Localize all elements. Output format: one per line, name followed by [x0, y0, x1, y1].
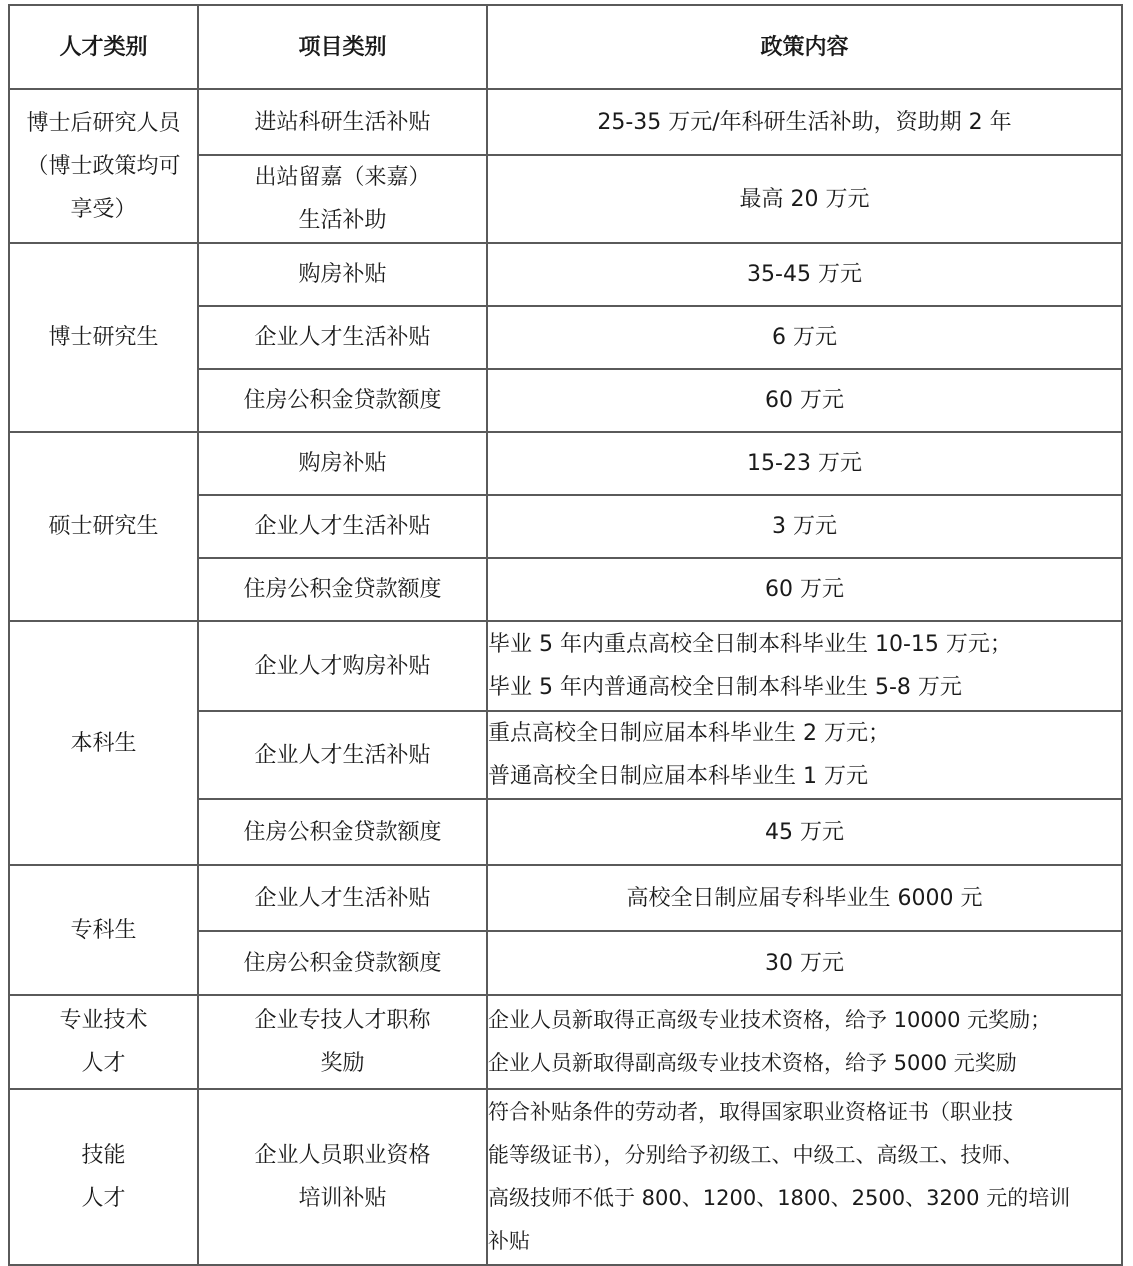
category-line: （博士政策均可: [26, 153, 181, 179]
category-phd: 博士研究生: [9, 243, 198, 432]
policy-table: [8, 4, 1123, 1266]
category-professional: [9, 995, 198, 1089]
project-cell: 企业人才生活补贴: [198, 865, 487, 931]
policy-cell: [487, 995, 1122, 1089]
project-line: 生活补助: [298, 208, 387, 233]
policy-line: 普通高校全日制应届本科毕业生 1 万元: [488, 764, 868, 789]
project-cell: 企业人才生活补贴: [198, 495, 487, 558]
table-row: [9, 865, 1122, 931]
policy-cell: 35-45 万元: [487, 243, 1122, 306]
project-cell: 企业人才购房补贴: [198, 621, 487, 711]
policy-cell: 高校全日制应届专科毕业生 6000 元: [487, 865, 1122, 931]
project-cell: 住房公积金贷款额度: [198, 558, 487, 621]
table-row: [9, 995, 1122, 1089]
policy-cell: 25-35 万元/年科研生活补助，资助期 2 年: [487, 89, 1122, 155]
policy-cell: 15-23 万元: [487, 432, 1122, 495]
project-cell: 住房公积金贷款额度: [198, 369, 487, 432]
policy-cell: 3 万元: [487, 495, 1122, 558]
project-cell: 购房补贴: [198, 243, 487, 306]
category-line: 技能: [81, 1143, 126, 1168]
policy-line: 毕业 5 年内重点高校全日制本科毕业生 10-15 万元；: [488, 632, 1012, 657]
policy-cell: 60 万元: [487, 558, 1122, 621]
project-line: 企业人员职业资格: [254, 1143, 431, 1168]
policy-cell: 30 万元: [487, 931, 1122, 995]
policy-cell: 45 万元: [487, 799, 1122, 865]
project-cell: 企业人才生活补贴: [198, 306, 487, 369]
category-skilled: [9, 1089, 198, 1265]
project-cell: 企业人才生活补贴: [198, 711, 487, 799]
policy-cell: 60 万元: [487, 369, 1122, 432]
table-row: [9, 1089, 1122, 1265]
policy-line: 能等级证书），分别给予初级工、中级工、高级工、技师、: [488, 1143, 1024, 1167]
project-cell: 购房补贴: [198, 432, 487, 495]
policy-line: 毕业 5 年内普通高校全日制本科毕业生 5-8 万元: [488, 675, 962, 700]
category-master: 硕士研究生: [9, 432, 198, 621]
category-line: 人才: [81, 1051, 126, 1076]
policy-line: 高级技师不低于 800、1200、1800、2500、3200 元的培训: [488, 1186, 1071, 1210]
table-row: [9, 621, 1122, 711]
category-postdoc: [9, 89, 198, 243]
header-category: 人才类别: [9, 5, 198, 89]
category-associate: 专科生: [9, 865, 198, 995]
project-line: 奖励: [320, 1051, 365, 1076]
policy-cell: 最高 20 万元: [487, 155, 1122, 243]
project-line: 培训补贴: [298, 1186, 387, 1211]
category-bachelor: 本科生: [9, 621, 198, 865]
policy-line: 符合补贴条件的劳动者，取得国家职业资格证书（职业技: [488, 1100, 1013, 1124]
header-policy: 政策内容: [487, 5, 1122, 89]
category-line: 博士后研究人员: [26, 110, 181, 136]
policy-cell: 6 万元: [487, 306, 1122, 369]
project-cell: [198, 995, 487, 1089]
category-line: 人才: [81, 1186, 126, 1211]
policy-line: 企业人员新取得副高级专业技术资格，给予 5000 元奖励: [488, 1051, 1017, 1075]
policy-line: 补贴: [488, 1229, 530, 1253]
header-row: [9, 5, 1122, 89]
table-row: [9, 432, 1122, 495]
table-row: [9, 243, 1122, 306]
policy-cell: [487, 1089, 1122, 1265]
project-line: 企业专技人才职称: [254, 1008, 431, 1033]
project-cell: 进站科研生活补贴: [198, 89, 487, 155]
header-project: 项目类别: [198, 5, 487, 89]
project-line: 出站留嘉（来嘉）: [254, 165, 431, 190]
project-cell: [198, 155, 487, 243]
policy-cell: [487, 711, 1122, 799]
table-row: [9, 89, 1122, 155]
project-cell: 住房公积金贷款额度: [198, 799, 487, 865]
project-cell: [198, 1089, 487, 1265]
policy-line: 重点高校全日制应届本科毕业生 2 万元；: [488, 721, 890, 746]
category-line: 专业技术: [59, 1008, 148, 1033]
policy-cell: [487, 621, 1122, 711]
policy-line: 企业人员新取得正高级专业技术资格，给予 10000 元奖励；: [488, 1008, 1052, 1032]
category-line: 享受）: [70, 196, 137, 222]
project-cell: 住房公积金贷款额度: [198, 931, 487, 995]
